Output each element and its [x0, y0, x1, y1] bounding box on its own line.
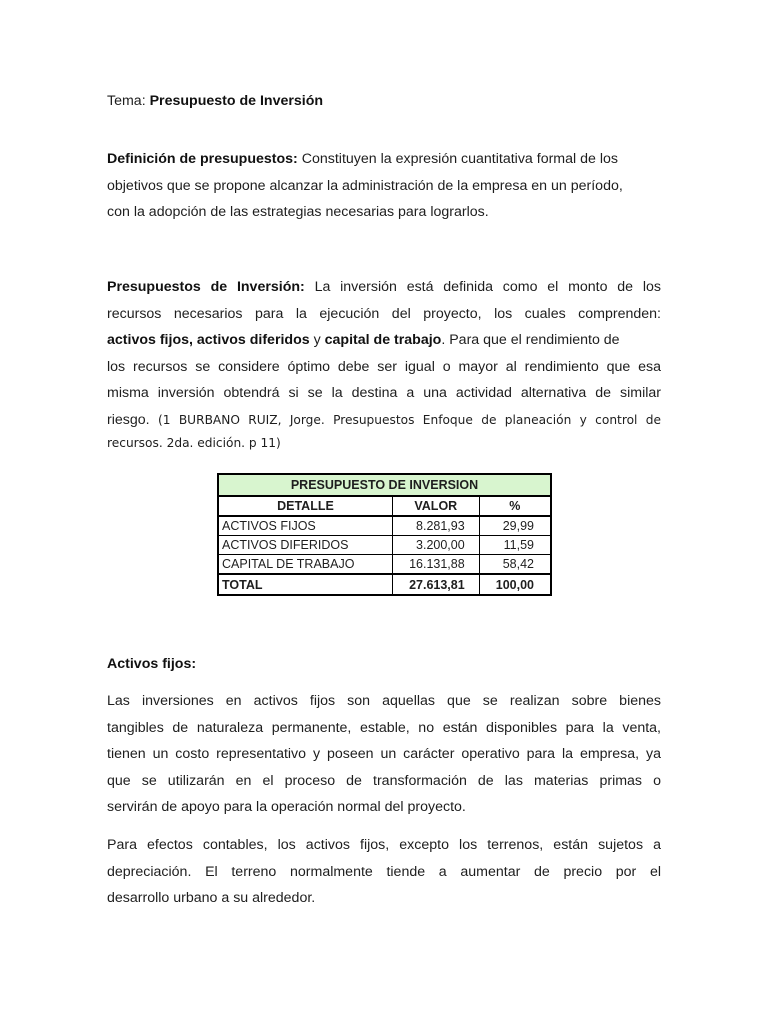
fixed-assets-heading: Activos fijos: [107, 656, 197, 672]
table-total-row [218, 574, 551, 595]
table-total-percent: 100,00 [479, 574, 551, 595]
investment-table [217, 473, 552, 596]
table-cell: ACTIVOS DIFERIDOS [218, 536, 392, 555]
fixed-assets-p2-line-1: Para efectos contables, los activos fijos, excepto los terrenos, están sujetos a [107, 837, 661, 853]
investment-bold-items: activos fijos, activos diferidos [107, 332, 310, 348]
investment-line-5: misma inversión obtendrá si se la destina a una actividad alternativa de similar [107, 385, 661, 401]
table-cell: 29,99 [479, 516, 551, 536]
fixed-assets-p1-line-5: servirán de apoyo para la operación normal del proyecto. [107, 799, 466, 815]
definition-term: Definición de presupuestos: [107, 151, 298, 167]
table-header-valor: VALOR [392, 496, 479, 516]
fixed-assets-p2-line-3: desarrollo urbano a su alrededor. [107, 890, 316, 906]
table-title: PRESUPUESTO DE INVERSION [218, 474, 551, 496]
topic-line [107, 88, 661, 115]
definition-line-3: con la adopción de las estrategias necesarias para lograrlos. [107, 204, 489, 220]
definition-paragraph [107, 146, 661, 226]
table-cell: CAPITAL DE TRABAJO [218, 555, 392, 575]
investment-bold-last: capital de trabajo [324, 332, 442, 348]
table-row [218, 536, 551, 555]
investment-line-3-rest: . Para que el rendimiento de [441, 332, 620, 348]
citation-line-2: recursos. 2da. edición. p 11) [107, 436, 281, 450]
table-cell: 3.200,00 [392, 536, 479, 555]
investment-table-wrap [217, 473, 552, 596]
fixed-assets-p2-line-2: depreciación. El terreno normalmente tiende a aumentar de precio por el [107, 863, 661, 880]
citation-line-1: (1 BURBANO RUIZ, Jorge. Presupuestos Enfoque de planeación y control de [157, 412, 661, 427]
investment-connector: y [313, 332, 321, 348]
table-cell: 8.281,93 [392, 516, 479, 536]
table-total-label: TOTAL [218, 574, 392, 595]
investment-line-6: riesgo. [107, 411, 150, 428]
definition-line-1: Constituyen la expresión cuantitativa formal de los [301, 151, 618, 167]
fixed-assets-paragraph-1 [107, 688, 661, 821]
topic-title: Presupuesto de Inversión [149, 93, 324, 109]
investment-line-2: recursos necesarios para la ejecución del proyecto, los cuales comprenden: [107, 305, 661, 322]
fixed-assets-p1-line-2: tangibles de naturaleza permanente, estable, no están disponibles para la venta, [107, 719, 661, 736]
table-header-percent: % [479, 496, 551, 516]
table-header-detalle: DETALLE [218, 496, 392, 516]
topic-label: Tema: [107, 93, 146, 109]
table-cell: 58,42 [479, 555, 551, 575]
definition-line-2: objetivos que se propone alcanzar la administración de la empresa en un período, [107, 177, 623, 194]
investment-paragraph [107, 274, 661, 455]
table-cell: 11,59 [479, 536, 551, 555]
table-total-value: 27.613,81 [392, 574, 479, 595]
table-cell: 16.131,88 [392, 555, 479, 575]
fixed-assets-p1-line-3: tienen un costo representativo y poseen un carácter operativo para la empresa, ya [107, 746, 661, 762]
table-cell: ACTIVOS FIJOS [218, 516, 392, 536]
fixed-assets-p1-line-1: Las inversiones en activos fijos son aquellas que se realizan sobre bienes [107, 693, 661, 709]
fixed-assets-paragraph-2 [107, 832, 661, 912]
table-row [218, 555, 551, 575]
fixed-assets-heading-block [107, 651, 661, 678]
investment-line-1: La inversión está definida como el monto de los [314, 279, 661, 295]
investment-line-4: los recursos se considere óptimo debe ser igual o mayor al rendimiento que esa [107, 358, 661, 375]
fixed-assets-p1-line-4: que se utilizarán en el proceso de transformación de las materias primas o [107, 772, 661, 789]
table-row [218, 516, 551, 536]
investment-term: Presupuestos de Inversión: [107, 279, 305, 295]
